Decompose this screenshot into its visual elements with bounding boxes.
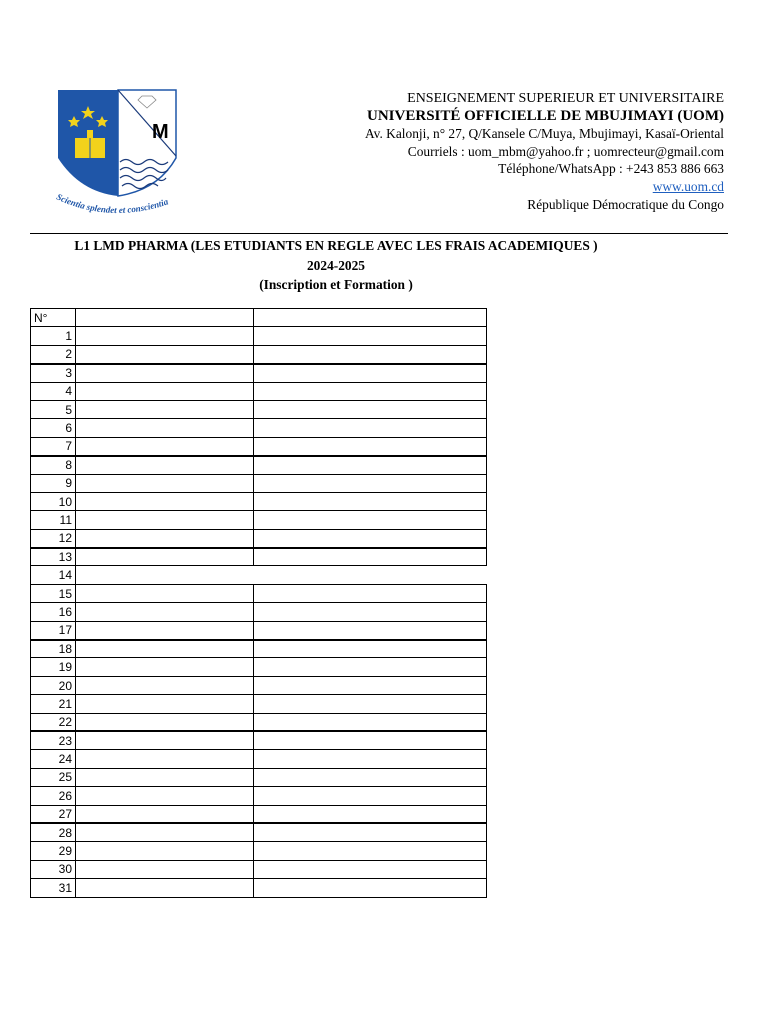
row-name-cell [76, 695, 254, 713]
row-number-cell: 5 [31, 400, 76, 418]
row-number-cell: 4 [31, 382, 76, 400]
table-row [31, 750, 487, 768]
row-info-cell [254, 805, 487, 823]
university-header [304, 90, 724, 213]
row-name-cell [76, 419, 254, 437]
table-row [31, 511, 487, 529]
shield-right-half [118, 90, 176, 196]
row-name-cell [76, 731, 254, 749]
row-name-cell [76, 879, 254, 897]
row-info-cell [254, 511, 487, 529]
row-name-cell [76, 750, 254, 768]
table-row [31, 676, 487, 694]
row-info-cell [254, 566, 487, 584]
row-name-cell [76, 437, 254, 455]
table-row [31, 456, 487, 474]
row-info-cell [254, 676, 487, 694]
table-row [31, 419, 487, 437]
table-row [31, 382, 487, 400]
row-name-cell [76, 566, 254, 584]
table-row [31, 584, 487, 602]
table-row [31, 400, 487, 418]
row-number-cell: 6 [31, 419, 76, 437]
row-info-cell [254, 529, 487, 547]
row-name-cell [76, 364, 254, 382]
header-name-cell [76, 309, 254, 327]
table-row [31, 345, 487, 363]
row-number-cell: 12 [31, 529, 76, 547]
row-info-cell [254, 658, 487, 676]
row-number-cell: 14 [31, 566, 76, 584]
logo-motto: Scientia splendet et conscientia [55, 191, 170, 216]
logo-letter: M [152, 121, 169, 143]
row-number-cell: 27 [31, 805, 76, 823]
row-name-cell [76, 584, 254, 602]
row-name-cell [76, 492, 254, 510]
row-number-cell: 9 [31, 474, 76, 492]
table-row [31, 640, 487, 658]
table-row [31, 474, 487, 492]
address-line: Av. Kalonji, n° 27, Q/Kansele C/Muya, Mbujimayi, Kasaï-Oriental [364, 126, 724, 142]
row-name-cell [76, 842, 254, 860]
row-info-cell [254, 345, 487, 363]
row-number-cell: 23 [31, 731, 76, 749]
row-info-cell [254, 584, 487, 602]
row-number-cell: 18 [31, 640, 76, 658]
row-name-cell [76, 345, 254, 363]
row-number-cell: 25 [31, 768, 76, 786]
row-info-cell [254, 456, 487, 474]
title-year: 2024-2025 [306, 257, 366, 273]
row-info-cell [254, 603, 487, 621]
table-row [31, 860, 487, 878]
university-logo [50, 88, 190, 218]
row-number-cell: 17 [31, 621, 76, 639]
row-info-cell [254, 327, 487, 345]
row-number-cell: 7 [31, 437, 76, 455]
row-name-cell [76, 621, 254, 639]
row-name-cell [76, 658, 254, 676]
header-divider [30, 233, 728, 234]
row-name-cell [76, 327, 254, 345]
table-row [31, 787, 487, 805]
row-info-cell [254, 400, 487, 418]
row-name-cell [76, 640, 254, 658]
row-info-cell [254, 823, 487, 841]
header-info-cell [254, 309, 487, 327]
row-number-cell: 3 [31, 364, 76, 382]
header-number-cell: N° [31, 309, 76, 327]
row-info-cell [254, 640, 487, 658]
table-row [31, 658, 487, 676]
row-name-cell [76, 823, 254, 841]
website-link[interactable]: www.uom.cd [652, 178, 724, 194]
row-number-cell: 29 [31, 842, 76, 860]
row-number-cell: 20 [31, 676, 76, 694]
row-info-cell [254, 695, 487, 713]
row-number-cell: 16 [31, 603, 76, 621]
title-subtitle: (Inscription et Formation ) [259, 277, 413, 292]
table-row [31, 621, 487, 639]
table-row [31, 364, 487, 382]
row-number-cell: 19 [31, 658, 76, 676]
row-info-cell [254, 731, 487, 749]
row-info-cell [254, 474, 487, 492]
row-name-cell [76, 511, 254, 529]
table-row [31, 603, 487, 621]
row-info-cell [254, 621, 487, 639]
title-line-1: L1 LMD PHARMA (LES ETUDIANTS EN REGLE AVEC LES FRAIS ACADEMIQUES ) [74, 238, 598, 253]
row-number-cell: 22 [31, 713, 76, 731]
table-row [31, 566, 487, 584]
row-number-cell: 11 [31, 511, 76, 529]
emails-line: Courriels : uom_mbm@yahoo.fr ; uomrecteur@gmail.com [407, 143, 724, 159]
row-name-cell [76, 676, 254, 694]
row-name-cell [76, 768, 254, 786]
row-info-cell [254, 419, 487, 437]
row-number-cell: 31 [31, 879, 76, 897]
row-info-cell [254, 842, 487, 860]
row-name-cell [76, 529, 254, 547]
table-row [31, 731, 487, 749]
row-number-cell: 15 [31, 584, 76, 602]
row-number-cell: 30 [31, 860, 76, 878]
row-number-cell: 24 [31, 750, 76, 768]
row-info-cell [254, 437, 487, 455]
row-info-cell [254, 750, 487, 768]
table-row [31, 768, 487, 786]
table-row [31, 437, 487, 455]
table-row [31, 805, 487, 823]
ministry-line: ENSEIGNEMENT SUPERIEUR ET UNIVERSITAIRE [407, 91, 724, 106]
row-info-cell [254, 787, 487, 805]
row-name-cell [76, 400, 254, 418]
row-number-cell: 21 [31, 695, 76, 713]
row-info-cell [254, 713, 487, 731]
row-name-cell [76, 787, 254, 805]
phone-line: Téléphone/WhatsApp : +243 853 886 663 [498, 161, 724, 177]
row-number-cell: 8 [31, 456, 76, 474]
student-roster-table [30, 308, 487, 898]
row-info-cell [254, 364, 487, 382]
row-number-cell: 26 [31, 787, 76, 805]
university-name: UNIVERSITÉ OFFICIELLE DE MBUJIMAYI (UOM) [367, 107, 724, 124]
row-name-cell [76, 603, 254, 621]
table-row [31, 879, 487, 897]
row-name-cell [76, 713, 254, 731]
row-number-cell: 10 [31, 492, 76, 510]
table-row [31, 327, 487, 345]
table-row [31, 548, 487, 566]
row-name-cell [76, 382, 254, 400]
table-row [31, 823, 487, 841]
row-info-cell [254, 860, 487, 878]
row-name-cell [76, 474, 254, 492]
row-info-cell [254, 492, 487, 510]
table-row [31, 713, 487, 731]
table-row [31, 492, 487, 510]
row-number-cell: 2 [31, 345, 76, 363]
table-header-row [31, 309, 487, 327]
row-name-cell [76, 548, 254, 566]
row-info-cell [254, 768, 487, 786]
row-number-cell: 13 [31, 548, 76, 566]
row-name-cell [76, 860, 254, 878]
document-title [30, 236, 642, 295]
country-line: République Démocratique du Congo [527, 196, 724, 212]
row-info-cell [254, 879, 487, 897]
row-name-cell [76, 456, 254, 474]
row-number-cell: 1 [31, 327, 76, 345]
row-info-cell [254, 382, 487, 400]
row-name-cell [76, 805, 254, 823]
table-row [31, 842, 487, 860]
table-row [31, 695, 487, 713]
table-row [31, 529, 487, 547]
row-number-cell: 28 [31, 823, 76, 841]
row-info-cell [254, 548, 487, 566]
